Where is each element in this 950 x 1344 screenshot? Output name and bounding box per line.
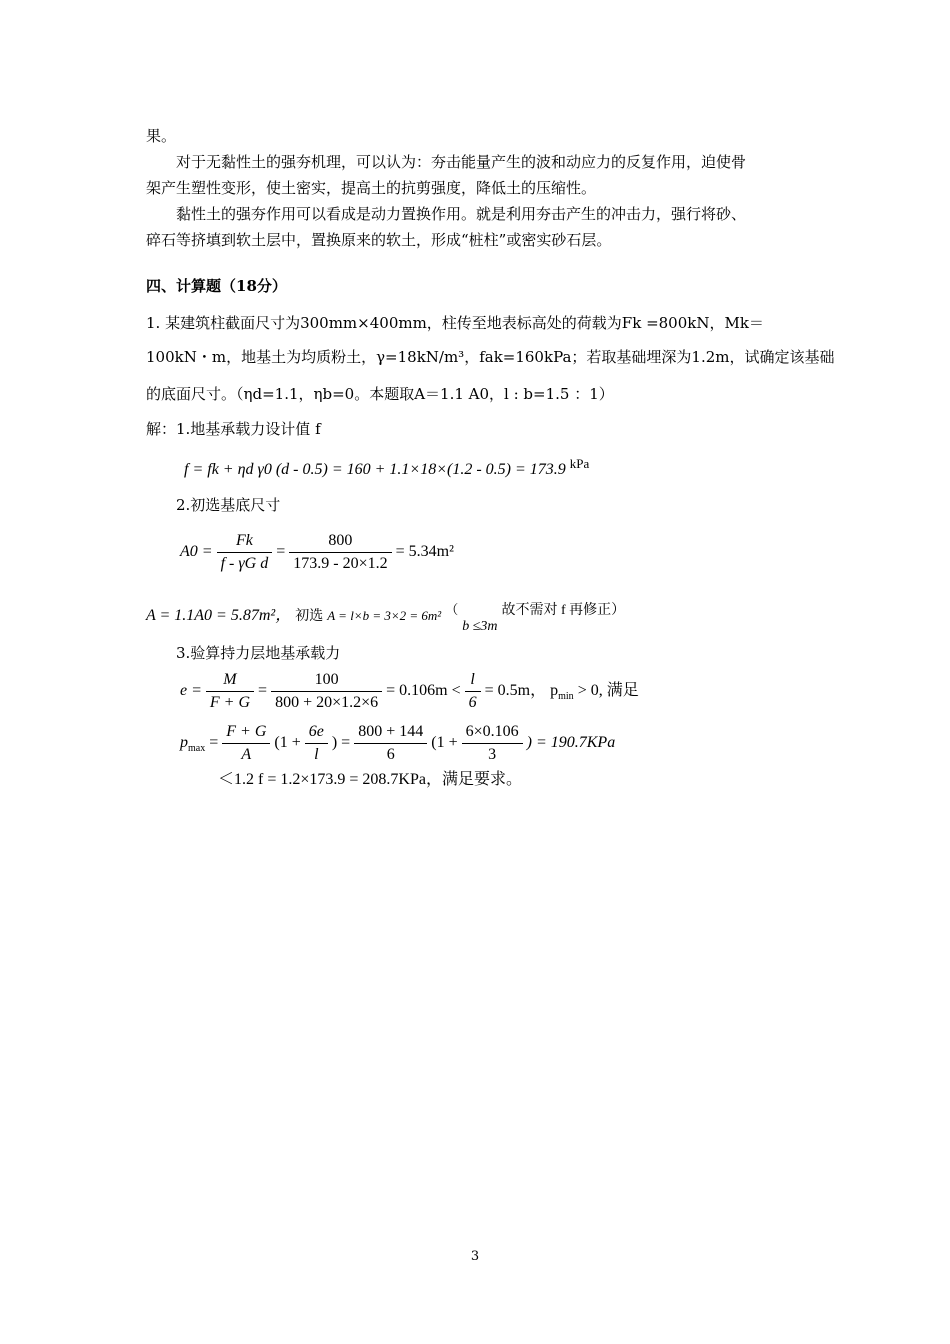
equation-eccentricity: e = $\frac{M}{F + G}$ = $\frac{100}{800 + 20\times 1.2\times 6}$ = 0.106m < $\frac{l}{6}$ = 0.5m， $p_{min} > 0$, 满足 xyxy=(180,668,639,720)
fraction-denominator: A xyxy=(241,745,252,763)
equation-text: = 0.106m < xyxy=(386,682,461,699)
equation-text: ) = 190.7KPa xyxy=(526,734,616,751)
fraction xyxy=(271,669,382,714)
fraction-numerator: 6×0.106 xyxy=(462,721,523,744)
paragraph-line: 架产生塑性变形，使土密实，提高土的抗剪强度，降低土的压缩性。 xyxy=(146,179,597,197)
solution-step-label: 解：1.地基承载力设计值 f xyxy=(146,420,321,438)
fraction-denominator: F + G xyxy=(209,693,251,711)
equation-lhs: p xyxy=(180,734,188,751)
equation-result: = 5.34m² xyxy=(395,543,454,560)
fraction-numerator: M xyxy=(206,669,254,692)
fraction xyxy=(222,721,270,766)
solution-step-label: 3.验算持力层地基承载力 xyxy=(176,644,341,662)
fraction-numerator: 100 xyxy=(271,669,382,692)
fraction-denominator: l xyxy=(314,745,319,763)
paragraph-line: 果。 xyxy=(146,127,177,145)
equation-base-area: A0 = $\frac{Fk}{\text{f - γG d}}$ = $\frac{800}{173.9 - 20\times 1.2}$ = 5.34m² xyxy=(180,528,454,576)
fraction-denominator: f - γG d xyxy=(220,554,269,572)
equation-subscript: max xyxy=(188,743,206,754)
fraction xyxy=(354,721,427,766)
equation-text: (1 + xyxy=(274,734,301,751)
problem-statement-line: 100kN・m，地基土为均质粉土，γ=18kN/m³，fak=160kPa；若取基础埋深为1.2m，试确定该基础 xyxy=(146,348,835,366)
problem-statement-line: 的底面尺寸。（ηd=1.1，ηb=0。本题取A＝1.1 A0，l : b=1.5 ：1） xyxy=(146,385,614,403)
fraction-numerator: Fk xyxy=(217,530,273,553)
paragraph-line: 对于无黏性土的强夯机理，可以认为：夯击能量产生的波和动应力的反复作用，迫使骨 xyxy=(176,153,747,171)
equation-text: f = fk + ηd γ0 (d - 0.5) = 160 + 1.1×18×(1.2 - 0.5) = 173.9 xyxy=(184,461,566,478)
fraction-denominator: 3 xyxy=(488,745,497,763)
equation-max-pressure: $p_{max}$ = $\frac{F + G}{A}$ (1 + $\frac{6e}{l}$ ) = $\frac{800 + 144}{6}$ (1 + $\frac{6\times 0.106}{3}$ ) = 190.7KPa xyxy=(180,720,615,772)
solution-step-label: 2.初选基底尺寸 xyxy=(176,496,281,514)
equation-subscript: min xyxy=(558,691,574,702)
equation-text: 故不需对 f 再修正） xyxy=(501,603,626,618)
page-number: 3 xyxy=(470,1249,480,1264)
equation-text: A = 1.1A0 = 5.87m²， xyxy=(146,607,292,624)
equation-unit: kPa xyxy=(569,456,590,471)
equation-initial-size xyxy=(146,600,625,637)
fraction-numerator: 800 + 144 xyxy=(354,721,427,744)
fraction xyxy=(462,721,523,766)
fraction-numerator: F + G xyxy=(222,721,270,744)
paragraph-line: 碎石等挤填到软土层中，置换原来的软土，形成“桩柱”或密实砂石层。 xyxy=(146,231,612,249)
equation-text: = 0.5m， p xyxy=(484,682,559,699)
equation-text: 初选 xyxy=(295,609,324,624)
section-heading: 四、计算题（18分） xyxy=(146,277,287,295)
fraction xyxy=(305,721,328,766)
fraction-denominator: 800 + 20×1.2×6 xyxy=(275,693,379,711)
fraction-denominator: 173.9 - 20×1.2 xyxy=(293,554,388,572)
fraction xyxy=(465,669,481,714)
equation-text: （ xyxy=(445,602,459,617)
fraction xyxy=(217,530,273,575)
equation-text: > 0, 满足 xyxy=(577,682,639,699)
equation-bearing-capacity xyxy=(184,454,589,480)
equation-check: ＜1.2 f = 1.2×173.9 = 208.7KPa，满足要求。 xyxy=(218,771,522,788)
equation-text: ) = xyxy=(331,734,351,751)
fraction-denominator: 6 xyxy=(386,745,395,763)
problem-statement-line: 1. 某建筑柱截面尺寸为300mm×400mm，柱传至地表标高处的荷载为Fk =800kN，Mk＝ xyxy=(146,314,764,332)
fraction-numerator: 6e xyxy=(305,721,328,744)
equation-lhs: A0 = xyxy=(180,543,213,560)
paragraph-line: 黏性土的强夯作用可以看成是动力置换作用。就是利用夯击产生的冲击力，强行将砂、 xyxy=(176,205,747,223)
fraction-numerator: 800 xyxy=(289,530,391,553)
equation-text: b ≤3m xyxy=(462,619,498,634)
equation-text: (1 + xyxy=(431,734,458,751)
equation-text: A = l×b = 3×2 = 6m² xyxy=(327,608,442,623)
fraction-numerator: l xyxy=(465,669,481,692)
fraction xyxy=(206,669,254,714)
fraction xyxy=(289,530,391,575)
fraction-denominator: 6 xyxy=(468,693,477,711)
equation-lhs: e = xyxy=(180,682,202,699)
